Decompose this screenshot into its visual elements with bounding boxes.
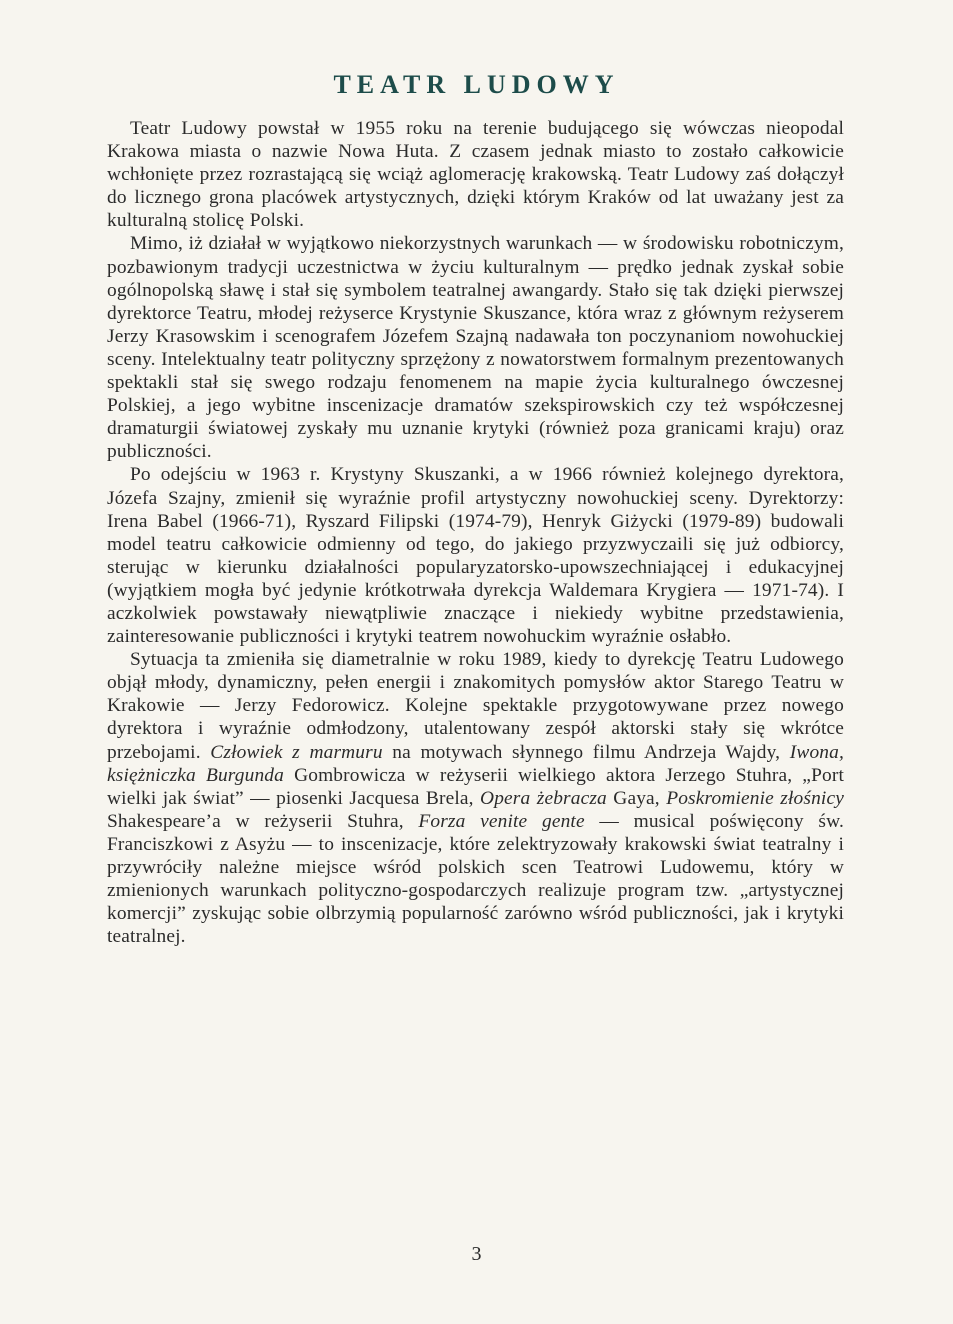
page-number: 3: [471, 1243, 482, 1265]
text-segment: Teatr Ludowy powstał w 1955 roku na terenie budującego się wówczas nieopodal Krakowa miasta o nazwie Nowa Huta. Z czasem jednak miasto to zostało całkowicie wchłonięte przez rozrastającą się wciąż aglomerację krakowską. Teatr Ludowy zaś dołączył do licznego grona placówek artystycznych, dzięki którym Kraków od lat uważany jest za kulturalną stolicę Polski.: [107, 118, 844, 232]
text-segment: Sytuacja ta zmieniła się diametralnie w roku 1989, kiedy to dyrekcję Teatru Ludowego objął młody, dynamiczny, pełen energii i znakomitych pomysłów aktor Starego Teatru w Krakowie — Jerzy Fedorowicz. Kolejne spektakle przygotowywane przez nowego dyrektora i wyraźnie odmłodzony, utalentowany zespół aktorski stały się wkrótce przebojami.: [107, 649, 844, 763]
text-segment: Gaya,: [606, 787, 667, 809]
italic-title: Człowiek z marmuru: [210, 741, 383, 763]
text-segment: na motywach słynnego filmu Andrzeja Wajdy,: [382, 741, 790, 763]
body-text: [107, 117, 844, 948]
text-segment: Mimo, iż działał w wyjątkowo niekorzystnych warunkach — w środowisku robotniczym, pozbawionym tradycji uczestnictwa w życiu kulturalnym — prędko jednak zyskał sobie ogólnopolską sławę i stał się symbolem teatralnej awangardy. Stało się tak dzięki pierwszej dyrektorce Teatru, młodej reżyserce Krystynie Skuszance, która wraz z głównym reżyserem Jerzy Krasowskim i scenografem Józefem Szajną nadawała ton poczynaniom nowohuckiej sceny. Intelektualny teatr polityczny sprzężony z nowatorstwem formalnym prezentowanych spektakli stał się swego rodzaju fenomenem na mapie życia kulturalnego ówczesnej Polskiej, a jego wybitne inscenizacje dramatów szekspirowskich czy też współczesnej dramaturgii światowej zyskały mu uznanie krytyki (również poza granicami kraju) oraz publiczności.: [107, 233, 844, 463]
italic-title: Opera żebracza: [480, 787, 607, 809]
paragraph: [107, 463, 844, 648]
paragraph: [107, 648, 844, 948]
paragraph: [107, 232, 844, 463]
italic-title: Forza venite gente: [418, 810, 585, 832]
italic-title: Poskromienie złośnicy: [666, 787, 844, 809]
page-title: TEATR LUDOWY: [333, 70, 620, 99]
italic-title: Iwona, księżniczka Burgunda: [107, 741, 844, 786]
text-segment: Po odejściu w 1963 r. Krystyny Skuszanki, a w 1966 również kolejnego dyrektora, Józefa Szajny, zmienił się wyraźnie profil artystyczny nowohuckiej sceny. Dyrektorzy: Irena Babel (1966-71), Ryszard Filipski (1974-79), Henryk Giżycki (1979-89) budowali model teatru całkowicie odmienny od tego, do jakiego przyzwyczaili się już odbiorcy, sterując w kierunku działalności popularyzatorsko-upowszechniającej i edukacyjnej (wyjątkiem mogła być jedynie krótkotrwała dyrekcja Waldemara Krygiera — 1971-74). I aczkolwiek powstawały niewątpliwie znaczące i niekiedy wybitne przedstawienia, zainteresowanie publiczności i krytyki teatrem nowohuckim wyraźnie osłabło.: [107, 464, 844, 648]
text-segment: Gombrowicza w reżyserii wielkiego aktora Jerzego Stuhra, „Port wielki jak świat” — piosenki Jacquesa Brela,: [107, 764, 844, 809]
text-segment: Shakespeare’a w reżyserii Stuhra,: [107, 810, 419, 832]
text-segment: — musical poświęcony św. Franciszkowi z Asyżu — to inscenizacje, które zelektryzowały krakowski świat teatralny i przywróciły należne miejsce wśród polskich scen Teatrowi Ludowemu, który w zmienionych warunkach polityczno-gospodarczych realizuje program tzw. „artystycznej komercji” zyskując sobie olbrzymią popularność zarówno wśród publiczności, jak i krytyki teatralnej.: [107, 810, 844, 948]
paragraph: [107, 117, 844, 232]
